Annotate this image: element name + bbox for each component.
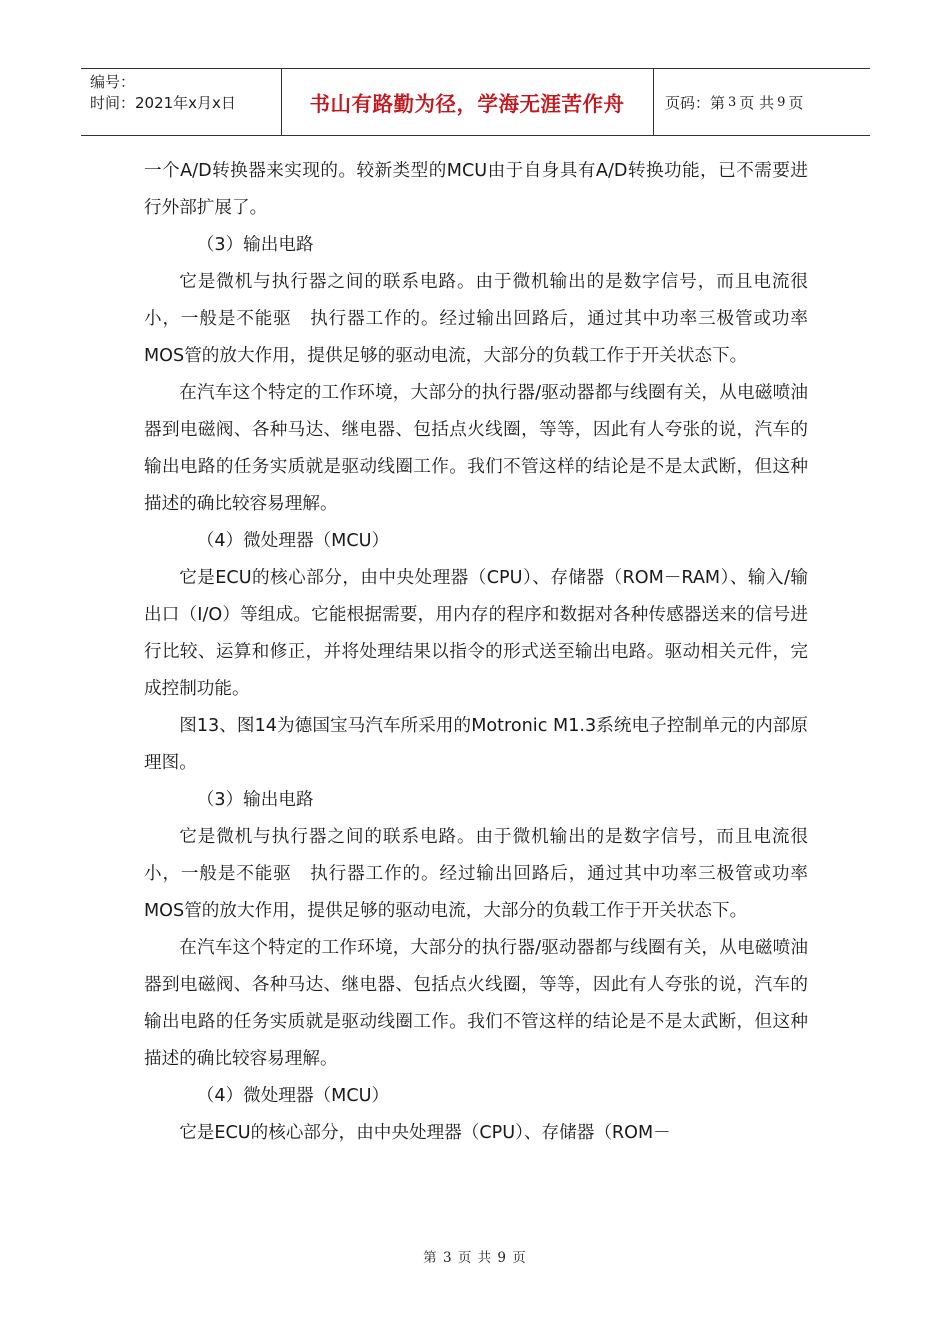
- header-meta: [90, 72, 236, 114]
- section-heading: （3）输出电路: [196, 235, 314, 255]
- body-paragraph: 它是ECU的核心部分，由中央处理器（CPU）、存储器（ROM－RAM）、输入/输出口（I/O）等组成。它能根据需要，用内存的程序和数据对各种传感器送来的信号进行比较、运算和修正，并将处理结果以指令的形式送至输出电路。驱动相关元件，完成控制功能。: [144, 568, 808, 699]
- page-mid: 页 共: [739, 93, 775, 112]
- section-heading: （4）微处理器（MCU）: [196, 531, 390, 551]
- body-paragraph: 在汽车这个特定的工作环境，大部分的执行器/驱动器都与线圈有关，从电磁喷油器到电磁阀、各种马达、继电器、包括点火线圈，等等，因此有人夸张的说，汽车的输出电路的任务实质就是驱动线圈工作。我们不管这样的结论是不是太武断，但这种描述的确比较容易理解。: [144, 938, 808, 1069]
- document-body: [144, 153, 808, 1152]
- document-number-label: 编号：: [90, 73, 136, 91]
- document-date: 时间：2021年x月x日: [90, 94, 236, 112]
- header-motto: 书山有路勤为径，学海无涯苦作舟: [309, 92, 625, 116]
- section-heading: （3）输出电路: [196, 790, 314, 810]
- page-header: [81, 68, 870, 136]
- header-page-info: [653, 69, 870, 135]
- body-paragraph: 它是微机与执行器之间的联系电路。由于微机输出的是数字信号，而且电流很小，一般是不能驱 执行器工作的。经过输出回路后，通过其中功率三极管或功率MOS管的放大作用，提供足够的驱动电流，大部分的负载工作于开关状态下。: [144, 827, 808, 921]
- body-paragraph: 图13、图14为德国宝马汽车所采用的Motronic M1.3系统电子控制单元的内部原理图。: [144, 716, 808, 773]
- page-prefix: 页码：第: [665, 93, 726, 112]
- page-total-number: 9: [777, 94, 786, 110]
- body-paragraph: 它是ECU的核心部分，由中央处理器（CPU）、存储器（ROM－: [179, 1123, 671, 1143]
- page-footer: 第 3 页 共 9 页: [423, 1250, 527, 1266]
- body-paragraph: 一个A/D转换器来实现的。较新类型的MCU由于自身具有A/D转换功能，已不需要进行外部扩展了。: [144, 161, 808, 218]
- body-paragraph: 它是微机与执行器之间的联系电路。由于微机输出的是数字信号，而且电流很小，一般是不能驱 执行器工作的。经过输出回路后，通过其中功率三极管或功率MOS管的放大作用，提供足够的驱动电流，大部分的负载工作于开关状态下。: [144, 272, 808, 366]
- body-paragraph: 在汽车这个特定的工作环境，大部分的执行器/驱动器都与线圈有关，从电磁喷油器到电磁阀、各种马达、继电器、包括点火线圈，等等，因此有人夸张的说，汽车的输出电路的任务实质就是驱动线圈工作。我们不管这样的结论是不是太武断，但这种描述的确比较容易理解。: [144, 383, 808, 514]
- section-heading: （4）微处理器（MCU）: [196, 1086, 390, 1106]
- page-current-number: 3: [728, 94, 737, 110]
- page-suffix: 页: [788, 93, 804, 112]
